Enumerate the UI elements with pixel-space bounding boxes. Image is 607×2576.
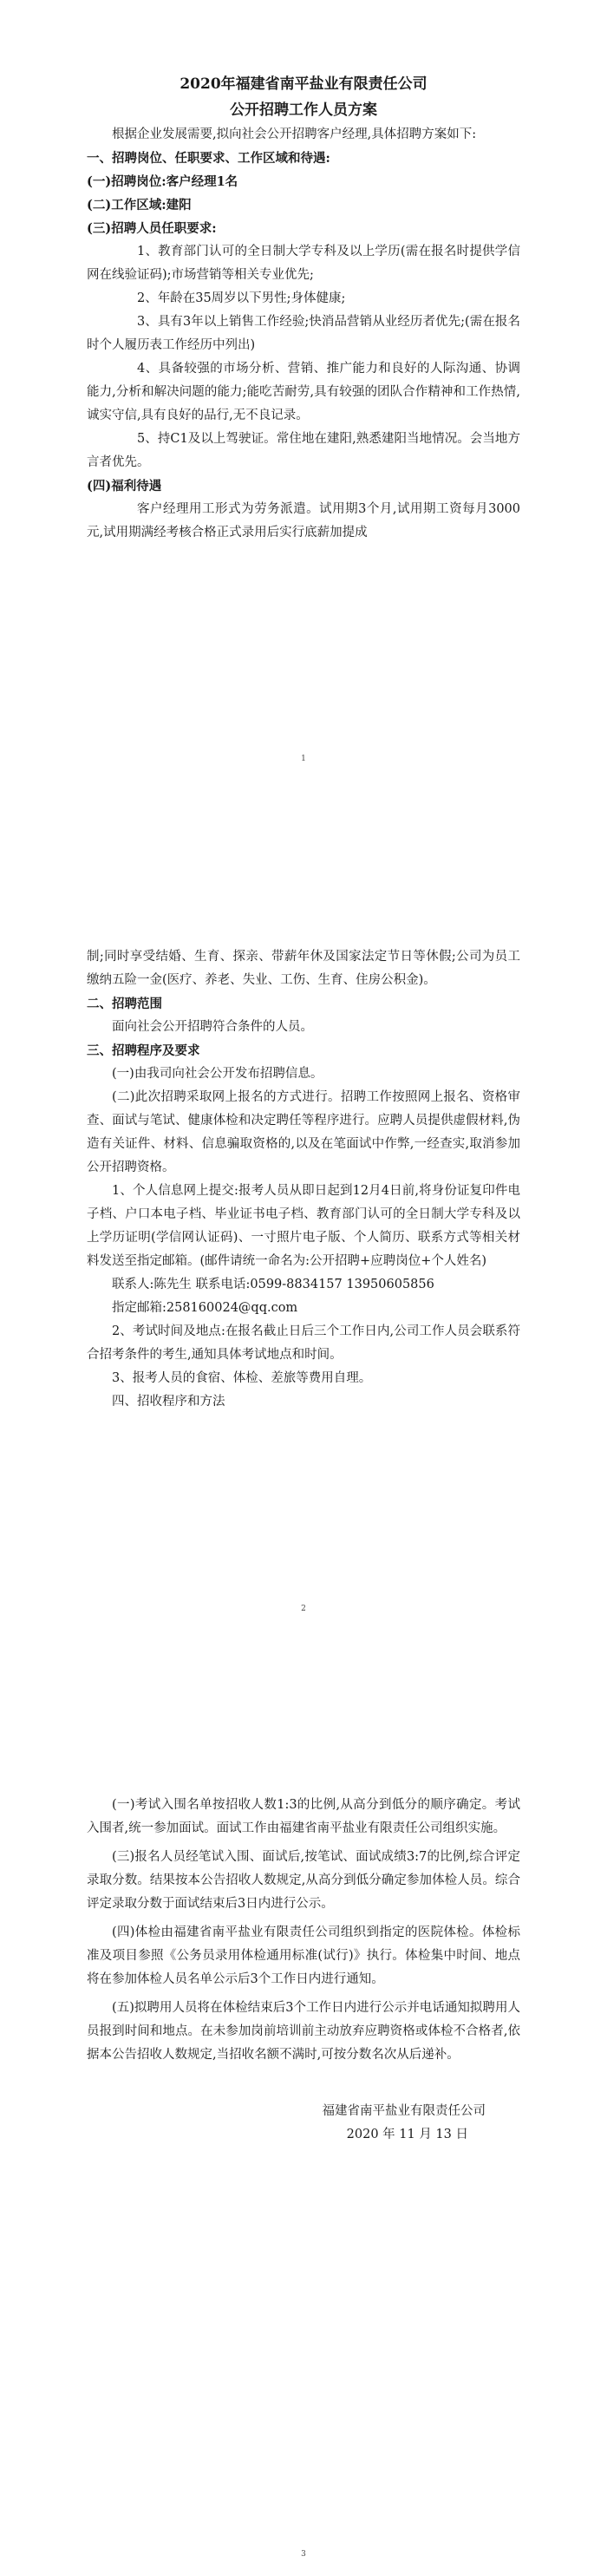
doc-title-line2: 公开招聘工作人员方案 (230, 101, 377, 119)
signature-organization: 福建省南平盐业有限责任公司 (322, 2104, 486, 2118)
section-1-requirements-heading: (三)招聘人员任职要求: (87, 221, 217, 236)
section-3-item-1: (一)由我司向社会公开发布招聘信息。 (112, 1067, 323, 1081)
section-3-item-2: (二)此次招聘采取网上报名的方式进行。招聘工作按照网上报名、资格审查、面试与笔试、健康体检和决定聘任等程序进行。应聘人员提供虚假材料,伪造有关证件、材料、信息骗取资格的,以及在笔面试中作弊,一经查实,取消参加公开招聘资格。 (87, 1090, 520, 1174)
section-1-region: (二)工作区域:建阳 (87, 198, 192, 212)
requirement-5: 5、持C1及以上驾驶证。常住地在建阳,熟悉建阳当地情况。会当地方言者优先。 (87, 432, 520, 469)
page-2-content (87, 945, 520, 1414)
section-2-heading: 二、招聘范围 (87, 997, 162, 1011)
page-3 (0, 1717, 607, 2576)
section-3-heading: 三、招聘程序及要求 (87, 1043, 200, 1058)
requirement-1: 1、教育部门认可的全日制大学专科及以上学历(需在报名时提供学信网在线验证码);市场营销等相关专业优先; (87, 245, 520, 282)
requirement-2: 2、年龄在35周岁以下男性;身体健康; (137, 291, 346, 305)
section-2-text: 面向社会公开招聘符合条件的人员。 (112, 1020, 313, 1034)
section-3-subitem-3: 3、报考人员的食宿、体检、差旅等费用自理。 (112, 1371, 372, 1385)
section-3-subitem-1: 1、个人信息网上提交:报考人员从即日起到12月4日前,将身份证复印件电子档、户口本电子档、毕业证书电子档、教育部门认可的全日制大学专科及以上学历证明(学信网认证码)、一寸照片电子版、个人简历、联系方式等相关材料发送至指定邮箱。(邮件请统一命名为:公开招聘+应聘岗位+个人姓名) (87, 1184, 520, 1268)
page-1 (0, 0, 607, 859)
email-line: 指定邮箱:258160024@qq.com (112, 1301, 298, 1315)
requirement-3: 3、具有3年以上销售工作经验;快消品营销从业经历者优先;(需在报名时个人履历表工作经历中列出) (87, 315, 520, 352)
section-1-position: (一)招聘岗位:客户经理1名 (87, 174, 238, 189)
page-1-content (87, 71, 520, 545)
page-number-2: 2 (301, 1605, 306, 1613)
section-4-item-3: (三)报名人员经笔试入围、面试后,按笔试、面试成绩3:7的比例,综合评定录取分数。结果按本公告招收人数规定,从高分到低分确定参加体检人员。综合评定录取分数于面试结束后3日内进行公示。 (87, 1850, 520, 1911)
section-1-heading: 一、招聘岗位、任职要求、工作区域和待遇: (87, 151, 330, 166)
requirement-4: 4、具备较强的市场分析、营销、推广能力和良好的人际沟通、协调能力,分析和解决问题的能力;能吃苦耐劳,具有较强的团队合作精神和工作热情,诚实守信,具有良好的品行,无不良记录。 (87, 362, 520, 422)
section-4-item-5: (五)拟聘用人员将在体检结束后3个工作日内进行公示并电话通知拟聘用人员报到时间和地点。在未参加岗前培训前主动放弃应聘资格或体检不合格者,依据本公告招收人数规定,当招收名额不满时,可按分数名次从后递补。 (87, 2001, 520, 2062)
section-3-subitem-2: 2、考试时间及地点:在报名截止日后三个工作日内,公司工作人员会联系符合招考条件的考生,通知具体考试地点和时间。 (87, 1324, 520, 1362)
section-4-item-4: (四)体检由福建省南平盐业有限责任公司组织到指定的医院体检。体检标准及项目参照《公务员录用体检通用标准(试行)》执行。体检集中时间、地点将在参加体检人员名单公示后3个工作日内进行通知。 (87, 1925, 520, 1986)
section-4-heading: 四、招收程序和方法 (112, 1395, 225, 1409)
page-number-3: 3 (301, 2550, 306, 2559)
signature-date: 2020 年 11 月 13 日 (346, 2128, 468, 2141)
doc-title-line1: 2020年福建省南平盐业有限责任公司 (179, 75, 428, 93)
section-1-welfare-heading: (四)福利待遇 (87, 479, 162, 494)
section-4-item-1: (一)考试入围名单按招收人数1:3的比例,从高分到低分的顺序确定。考试入围者,统一参加面试。面试工作由福建省南平盐业有限责任公司组织实施。 (87, 1798, 520, 1835)
welfare-paragraph-end: 制;同时享受结婚、生育、探亲、带薪年休及国家法定节日等休假;公司为员工缴纳五险一金(医疗、养老、失业、工伤、生育、住房公积金)。 (87, 950, 520, 987)
contact-line: 联系人:陈先生 联系电话:0599-8834157 13950605856 (112, 1278, 434, 1291)
page-2 (0, 859, 607, 1717)
page-number-1: 1 (301, 755, 306, 763)
page-3-content (87, 1794, 520, 2147)
welfare-paragraph-start: 客户经理用工形式为劳务派遣。试用期3个月,试用期工资每月3000元,试用期满经考核合格正式录用后实行底薪加提成 (87, 502, 520, 539)
intro-paragraph: 根据企业发展需要,拟向社会公开招聘客户经理,具体招聘方案如下: (112, 127, 477, 141)
